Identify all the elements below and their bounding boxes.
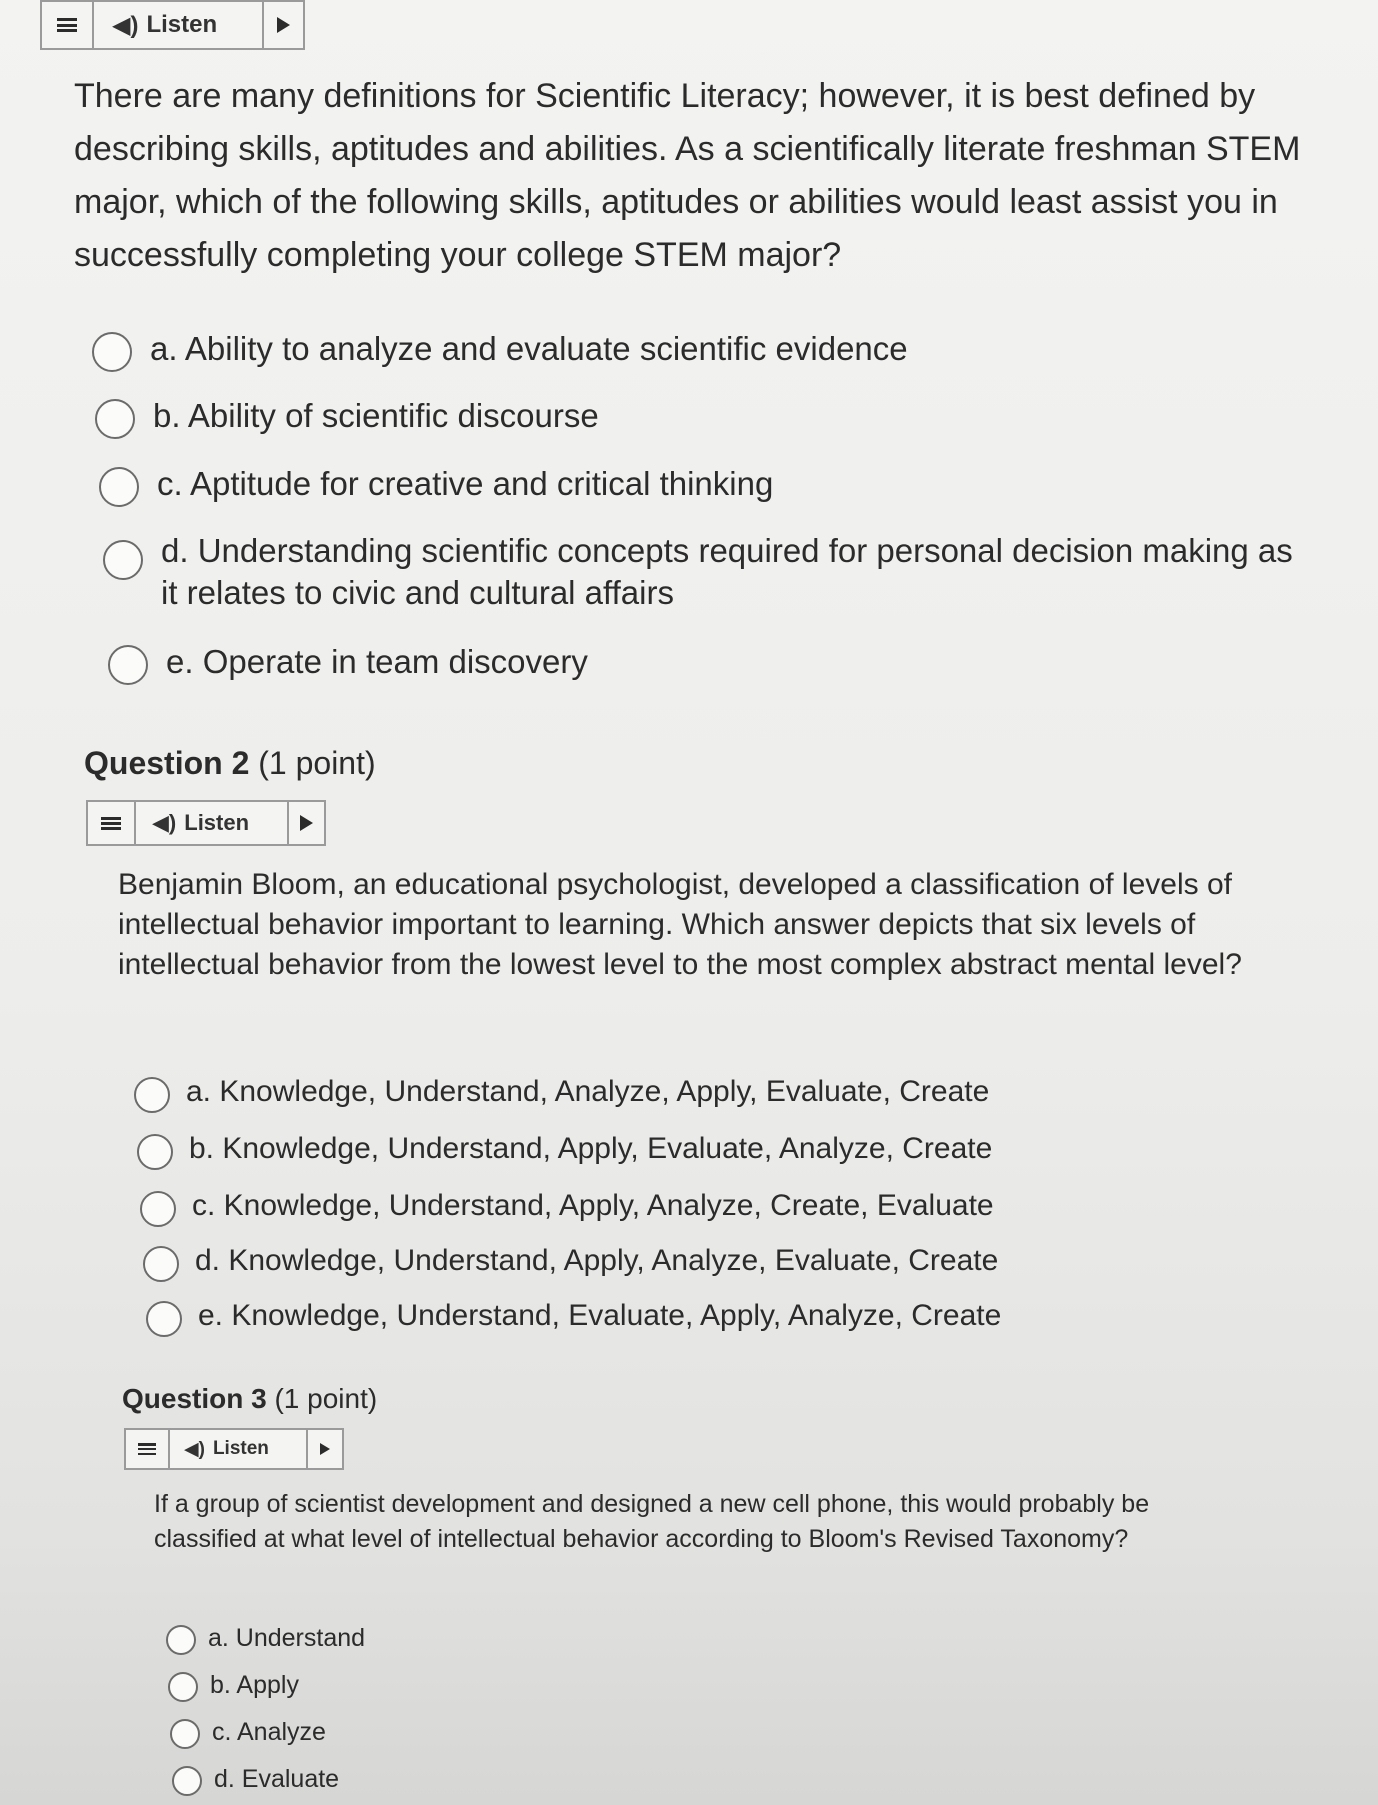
q1-option-a[interactable]: [92, 330, 1292, 372]
radio-button[interactable]: [108, 645, 148, 685]
question-2-points: (1 point): [258, 745, 376, 781]
play-icon: [277, 17, 290, 33]
play-icon: [320, 1443, 330, 1455]
menu-button[interactable]: [42, 2, 94, 48]
option-label: c. Knowledge, Understand, Apply, Analyze, Create, Evaluate: [192, 1189, 994, 1222]
radio-button[interactable]: [95, 399, 135, 439]
question-3-heading: [122, 1383, 377, 1415]
listen-label: Listen: [146, 11, 218, 38]
option-label: b. Ability of scientific discourse: [153, 397, 599, 434]
listen-button[interactable]: [136, 802, 289, 844]
radio-button[interactable]: [143, 1246, 179, 1282]
question-3-points: (1 point): [274, 1383, 378, 1414]
speaker-icon: ◀): [112, 11, 139, 39]
menu-button[interactable]: [126, 1430, 170, 1468]
q1-option-b[interactable]: [95, 397, 1295, 439]
option-label: a. Ability to analyze and evaluate scientific evidence: [150, 330, 908, 367]
option-label: b. Apply: [210, 1671, 299, 1699]
option-label: e. Operate in team discovery: [166, 643, 588, 680]
question-2-text: Benjamin Bloom, an educational psychologist, developed a classification of levels of intellectual behavior important to learning. Which answer depicts that six levels of intellectual behavior from the lowest level to the most complex abstract mental level?: [118, 868, 1242, 981]
question-1-text: There are many definitions for Scientific Literacy; however, it is best defined by describing skills, aptitudes and abilities. As a scientifically literate freshman STEM major, which of the following skills, aptitudes or abilities would least assist you in successfully completing your college STEM major?: [74, 77, 1301, 274]
option-label: e. Knowledge, Understand, Evaluate, Apply, Analyze, Create: [198, 1299, 1002, 1332]
question-3-title: Question 3: [122, 1383, 267, 1414]
radio-button[interactable]: [170, 1719, 200, 1749]
listen-button[interactable]: [94, 2, 264, 48]
option-label: a. Understand: [208, 1624, 366, 1652]
option-label: d. Knowledge, Understand, Apply, Analyze, Evaluate, Create: [195, 1244, 999, 1277]
play-button[interactable]: [289, 802, 324, 844]
speaker-icon: ◀): [184, 1438, 205, 1460]
q3-option-a[interactable]: [166, 1624, 766, 1655]
play-button[interactable]: [264, 2, 303, 48]
listen-toolbar-q2: [86, 800, 326, 846]
q1-option-e[interactable]: [108, 643, 1308, 685]
question-2-heading: [84, 745, 376, 782]
radio-button[interactable]: [168, 1672, 198, 1702]
radio-button[interactable]: [146, 1301, 182, 1337]
option-label: c. Analyze: [212, 1718, 326, 1746]
option-label: a. Knowledge, Understand, Analyze, Apply, Evaluate, Create: [186, 1075, 990, 1108]
radio-button[interactable]: [99, 467, 139, 507]
question-3-text: If a group of scientist development and designed a new cell phone, this would probably be classified at what level of intellectual behavior according to Bloom's Revised Taxonomy?: [154, 1490, 1150, 1553]
question-2-title: Question 2: [84, 745, 250, 781]
radio-button[interactable]: [134, 1077, 170, 1113]
option-label: d. Evaluate: [214, 1765, 340, 1793]
radio-button[interactable]: [166, 1625, 196, 1655]
q2-option-d[interactable]: [143, 1244, 1143, 1282]
option-label: d. Understanding scientific concepts required for personal decision making as it relates to civic and cultural affairs: [161, 532, 1293, 611]
hamburger-icon: [138, 1443, 156, 1455]
listen-toolbar-q1: [40, 0, 305, 50]
listen-button[interactable]: [170, 1430, 308, 1468]
radio-button[interactable]: [103, 540, 143, 580]
q3-option-d[interactable]: [172, 1765, 772, 1796]
q2-option-b[interactable]: [137, 1132, 1137, 1170]
q2-option-c[interactable]: [140, 1189, 1140, 1227]
radio-button[interactable]: [172, 1766, 202, 1796]
option-label: c. Aptitude for creative and critical thinking: [157, 465, 774, 502]
q2-option-e[interactable]: [146, 1299, 1146, 1337]
listen-label: Listen: [212, 1438, 269, 1459]
hamburger-icon: [57, 18, 77, 32]
hamburger-icon: [101, 817, 121, 830]
play-button[interactable]: [308, 1430, 342, 1468]
menu-button[interactable]: [88, 802, 136, 844]
q3-option-c[interactable]: [170, 1718, 770, 1749]
q1-option-c[interactable]: [99, 465, 1299, 507]
radio-button[interactable]: [137, 1134, 173, 1170]
radio-button[interactable]: [140, 1191, 176, 1227]
play-icon: [300, 815, 313, 831]
option-label: b. Knowledge, Understand, Apply, Evaluate, Analyze, Create: [189, 1132, 993, 1165]
radio-button[interactable]: [92, 332, 132, 372]
speaker-icon: ◀): [152, 810, 177, 835]
q1-option-d[interactable]: [103, 530, 1313, 614]
listen-label: Listen: [184, 810, 250, 835]
q3-option-b[interactable]: [168, 1671, 768, 1702]
listen-toolbar-q3: [124, 1428, 344, 1470]
q2-option-a[interactable]: [134, 1075, 1134, 1113]
